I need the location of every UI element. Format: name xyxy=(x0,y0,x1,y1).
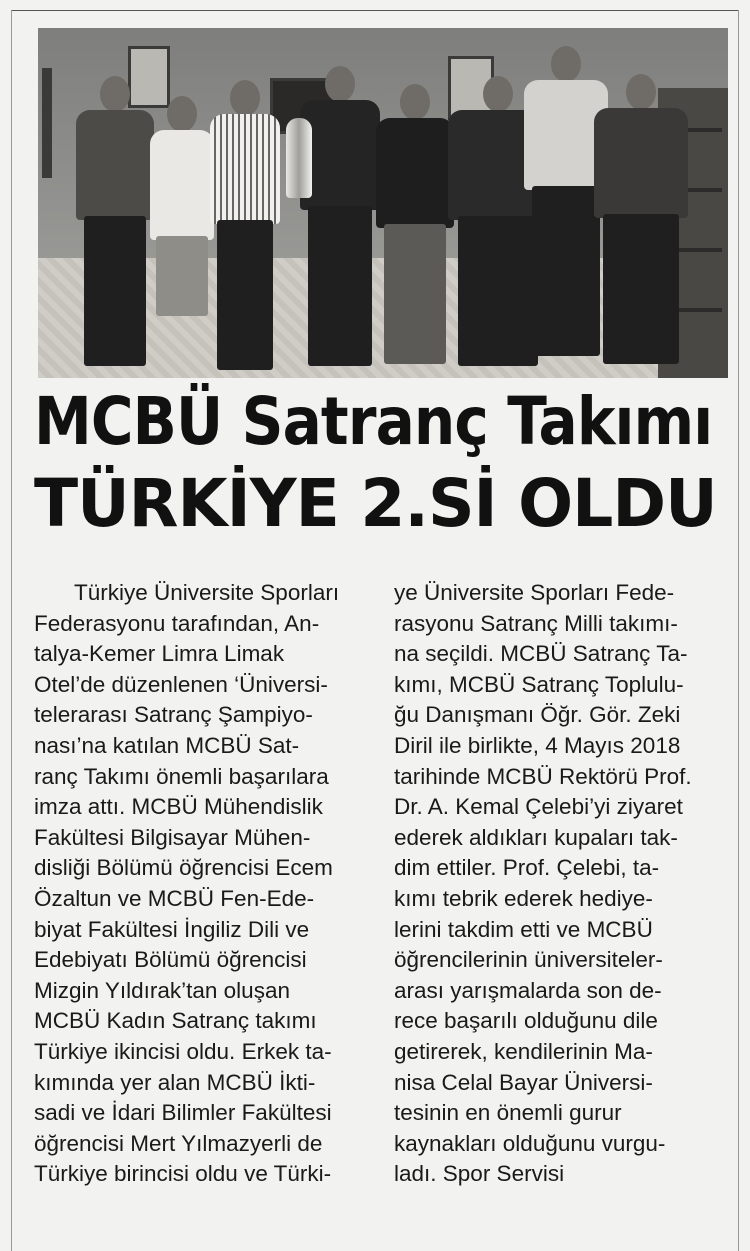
text-line: biyat Fakültesi İngiliz Dili ve xyxy=(34,916,310,942)
person xyxy=(376,84,454,374)
text-line: sadi ve İdari Bilimler Fakültesi xyxy=(34,1100,332,1126)
text-line: Edebiyatı Bölümü öğrencisi xyxy=(34,947,307,973)
text-line: Türkiye birincisi oldu ve Türki- xyxy=(34,1161,332,1187)
person xyxy=(76,76,154,376)
text-line: kımı tebrik ederek hediye- xyxy=(394,885,653,911)
text-line: ye Üniversite Sporları Fede- xyxy=(394,580,675,605)
text-line: getirerek, kendilerinin Ma- xyxy=(394,1038,653,1064)
person xyxy=(594,74,688,374)
text-line: na seçildi. MCBÜ Satranç Ta- xyxy=(394,641,688,667)
text-line: lerini takdim etti ve MCBÜ xyxy=(394,916,653,942)
headline-line-2: TÜRKİYE 2.Sİ OLDU xyxy=(34,465,717,542)
flag-pole xyxy=(42,68,52,178)
text-line: dim ettiler. Prof. Çelebi, ta- xyxy=(394,855,660,881)
text-line: Fakültesi Bilgisayar Mühen- xyxy=(34,824,311,850)
right-border xyxy=(738,10,739,1251)
text-line: kaynakları olduğunu vurgu- xyxy=(394,1130,666,1156)
text-line: Diril ile birlikte, 4 Mayıs 2018 xyxy=(394,732,681,758)
text-line: nisa Celal Bayar Üniversi- xyxy=(394,1069,653,1095)
text-line: tarihinde MCBÜ Rektörü Prof. xyxy=(394,763,692,789)
text-line: öğrencilerinin üniversiteler- xyxy=(394,947,663,973)
left-border xyxy=(11,10,12,1251)
text-line: talya-Kemer Limra Limak xyxy=(34,641,285,667)
text-line: kımı, MCBÜ Satranç Toplulu- xyxy=(394,671,684,697)
text-line: nası’na katılan MCBÜ Sat- xyxy=(34,732,300,758)
text-line: ladı. Spor Servisi xyxy=(394,1161,565,1187)
text-line: disliği Bölümü öğrencisi Ecem xyxy=(34,855,333,881)
text-line: Mizgin Yıldırak’tan oluşan xyxy=(34,977,290,1003)
text-line: kımında yer alan MCBÜ İkti- xyxy=(34,1069,316,1095)
text-line: öğrencisi Mert Yılmazyerli de xyxy=(34,1130,323,1156)
top-rule xyxy=(12,10,738,11)
text-line: Türkiye Üniversite Sporları xyxy=(74,580,340,605)
text-line: imza attı. MCBÜ Mühendislik xyxy=(34,794,323,820)
trophy xyxy=(286,118,312,198)
text-line: telerarası Satranç Şampiyo- xyxy=(34,702,313,728)
team-photo xyxy=(38,28,728,378)
text-line: tesinin en önemli gurur xyxy=(394,1100,622,1126)
article-column-2 xyxy=(394,578,724,1190)
text-line: Türkiye ikincisi oldu. Erkek ta- xyxy=(34,1038,332,1064)
text-line: ğu Danışmanı Öğr. Gör. Zeki xyxy=(394,702,681,728)
person xyxy=(210,80,280,378)
text-line: Otel’de düzenlenen ‘Üniversi- xyxy=(34,671,328,697)
text-line: Dr. A. Kemal Çelebi’yi ziyaret xyxy=(394,794,683,820)
text-line: arası yarışmalarda son de- xyxy=(394,977,662,1003)
text-line: ederek aldıkları kupaları tak- xyxy=(394,824,678,850)
text-line: Özaltun ve MCBÜ Fen-Ede- xyxy=(34,885,315,911)
person xyxy=(300,66,380,376)
headline-line-1: MCBÜ Satranç Takımı xyxy=(34,383,713,460)
text-line: ranç Takımı önemli başarılara xyxy=(34,763,329,789)
text-line: Federasyonu tarafından, An- xyxy=(34,610,320,636)
article-column-1 xyxy=(34,578,364,1190)
text-line: MCBÜ Kadın Satranç takımı xyxy=(34,1008,317,1034)
person xyxy=(150,96,214,376)
text-line: rece başarılı olduğunu dile xyxy=(394,1008,658,1034)
text-line: rasyonu Satranç Milli takımı- xyxy=(394,610,678,636)
